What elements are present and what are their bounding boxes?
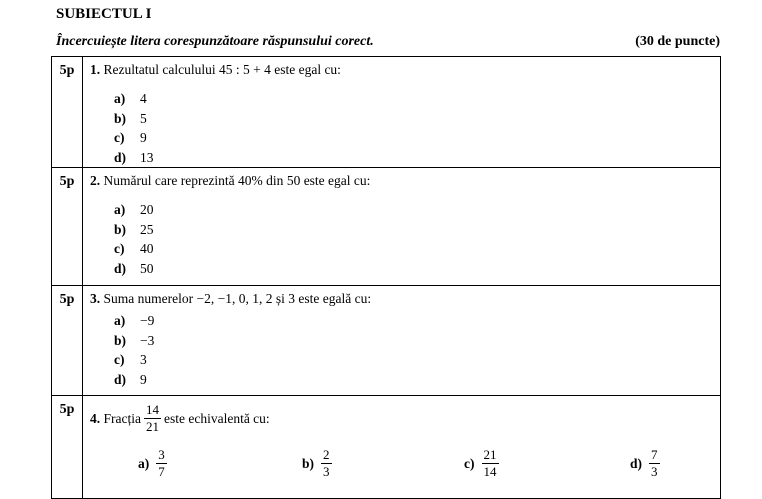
question-text: Numărul care reprezintă xyxy=(103,173,235,188)
question-points: 5p xyxy=(52,57,83,168)
question-statement xyxy=(90,62,720,78)
question-statement xyxy=(90,173,720,189)
question-number: 3. xyxy=(90,291,101,306)
question-text: Fracția xyxy=(103,410,141,426)
question-text-end: este egal cu: xyxy=(303,173,371,188)
answer-option-c[interactable]: c) 9 xyxy=(114,130,147,145)
question-body xyxy=(83,396,721,499)
answer-option-b[interactable]: b) −3 xyxy=(114,332,155,348)
fraction xyxy=(144,403,161,434)
math-expression: 45 : 5 + 4 xyxy=(218,62,271,77)
question-row-4 xyxy=(52,396,721,499)
question-text-end: este egală cu: xyxy=(298,291,372,306)
answer-options xyxy=(114,200,720,278)
question-number: 1. xyxy=(90,62,101,77)
answer-options xyxy=(114,311,720,389)
answer-option-d[interactable]: d) 50 xyxy=(114,260,154,276)
answer-options xyxy=(114,89,720,167)
fraction: $\frac{7}{3}$ xyxy=(651,447,658,479)
question-body xyxy=(83,57,721,168)
total-points: (30 de puncte) xyxy=(635,34,720,49)
question-statement xyxy=(90,403,720,434)
answer-option-d[interactable]: d) 13 xyxy=(114,149,154,165)
answer-option-b[interactable]: b) $\frac{2}{3}$ xyxy=(302,447,330,479)
question-row-1 xyxy=(52,57,721,168)
question-text-middle: și xyxy=(275,291,285,306)
question-points: 5p xyxy=(52,286,83,396)
math-expression: 40% xyxy=(238,173,263,188)
page-title: SUBIECTUL I xyxy=(56,6,152,22)
answer-option-d[interactable]: d) 9 xyxy=(114,371,147,387)
answer-option-c[interactable]: c) $\frac{21}{14}$ xyxy=(464,447,497,479)
fraction: $\frac{21}{14}$ xyxy=(483,447,497,479)
questions-table xyxy=(51,56,721,499)
question-row-3 xyxy=(52,286,721,396)
question-body xyxy=(83,286,721,396)
answer-option-b[interactable]: b) 5 xyxy=(114,110,147,126)
math-expression-2: 50 xyxy=(286,173,301,188)
question-points: 5p xyxy=(52,396,83,499)
fraction-numerator: 14 xyxy=(145,402,159,417)
fraction-denominator: 21 xyxy=(145,419,159,434)
question-text-middle: din xyxy=(266,173,284,188)
answer-option-a[interactable]: a) $\frac{3}{7}$ xyxy=(138,447,165,479)
answer-option-c[interactable]: c) 40 xyxy=(114,241,154,256)
answer-option-b[interactable]: b) 25 xyxy=(114,221,154,237)
question-number: 2. xyxy=(90,173,101,188)
answer-option-a[interactable]: a) −9 xyxy=(114,313,155,328)
question-row-2 xyxy=(52,168,721,286)
answer-option-c[interactable]: c) 3 xyxy=(114,352,147,367)
question-statement xyxy=(90,291,720,307)
question-number: 4. xyxy=(90,410,101,426)
instruction-text: Încercuiește litera corespunzătoare răspunsului corect. xyxy=(56,34,374,49)
answer-option-d[interactable]: d) $\frac{7}{3}$ xyxy=(630,447,658,479)
fraction: $\frac{3}{7}$ xyxy=(158,447,165,479)
math-expression: −2, −1, 0, 1, 2 xyxy=(196,291,273,306)
question-text-end: este egal cu: xyxy=(274,62,341,77)
question-text: Rezultatul calculului xyxy=(103,62,216,77)
question-text: Suma numerelor xyxy=(103,291,194,306)
question-body xyxy=(83,168,721,286)
question-points: 5p xyxy=(52,168,83,286)
question-text-end: este echivalentă cu: xyxy=(163,410,270,426)
answer-option-a[interactable]: a) 20 xyxy=(114,202,154,217)
answer-options xyxy=(90,448,720,498)
math-expression-2: 3 xyxy=(288,291,295,306)
fraction: $\frac{2}{3}$ xyxy=(323,447,330,479)
answer-option-a[interactable]: a) 4 xyxy=(114,91,147,106)
